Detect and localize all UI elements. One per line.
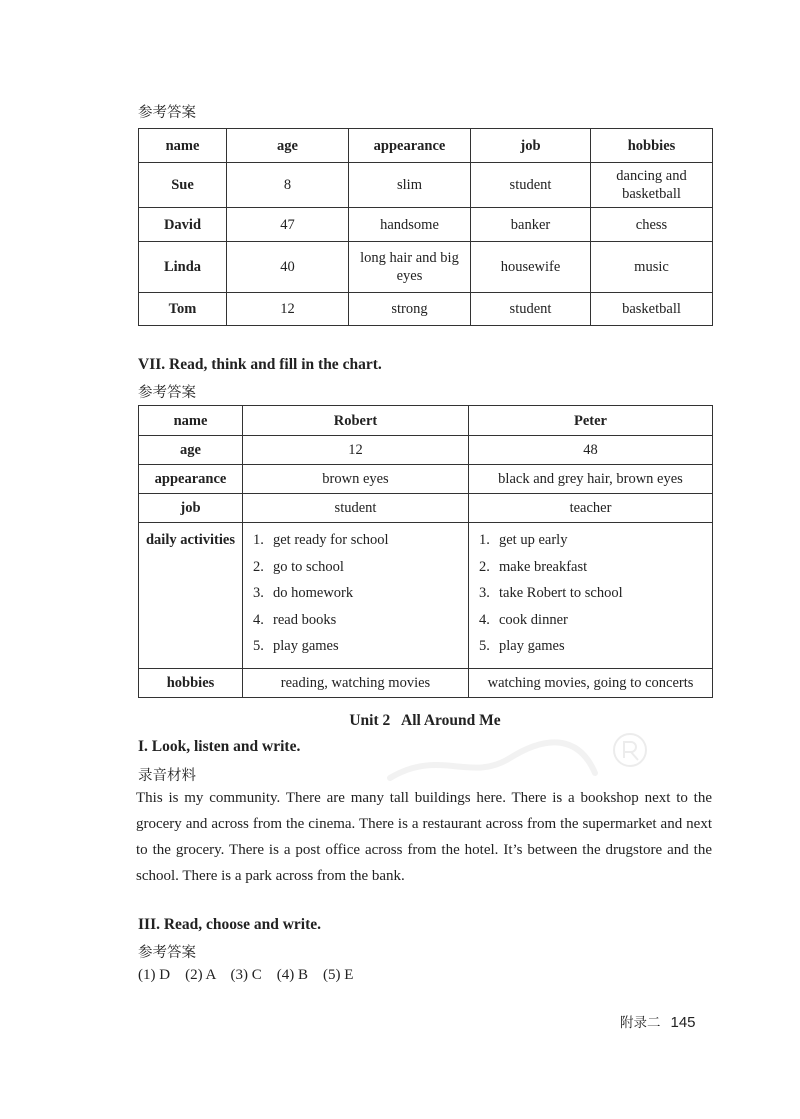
- table1-cell: strong: [349, 293, 471, 326]
- robert-activities: [243, 523, 469, 669]
- unit-title: Unit 2 All Around Me: [349, 712, 501, 729]
- answer-label-2: 参考答案: [138, 385, 196, 401]
- table2-cell: 12: [243, 436, 469, 465]
- table2-cell: brown eyes: [243, 465, 469, 494]
- table1-cell: 8: [227, 163, 349, 208]
- table-row: [139, 668, 713, 697]
- table1-cell: Linda: [139, 242, 227, 293]
- table2-cell: watching movies, going to concerts: [469, 668, 713, 697]
- table1-cell: chess: [591, 208, 713, 242]
- table2-cell: teacher: [469, 494, 713, 523]
- page-number: 145: [670, 1014, 696, 1031]
- list-item: 2. go to school: [253, 558, 344, 575]
- table-row: [139, 494, 713, 523]
- list-item: 1. get up early: [479, 532, 568, 548]
- table2-header-peter: Peter: [469, 406, 713, 436]
- list-item: 5. play games: [253, 638, 339, 654]
- answer-list: (1) D (2) A (3) C (4) B (5) E: [138, 967, 354, 983]
- table-row: [139, 208, 713, 242]
- table1-cell: Tom: [139, 293, 227, 326]
- table1-cell: David: [139, 208, 227, 242]
- table1-header-name: name: [139, 129, 227, 163]
- table1-header-row: [139, 129, 713, 163]
- table2-cell: black and grey hair, brown eyes: [469, 465, 713, 494]
- peter-activities: [469, 523, 713, 669]
- row-label: hobbies: [139, 668, 243, 697]
- table2-cell: reading, watching movies: [243, 668, 469, 697]
- table1-cell: 12: [227, 293, 349, 326]
- table1-cell: student: [471, 293, 591, 326]
- table2-header-row: [139, 406, 713, 436]
- table1-cell: student: [471, 163, 591, 208]
- table1-cell: housewife: [471, 242, 591, 293]
- recording-label: 录音材料: [138, 768, 196, 784]
- list-item: 3. take Robert to school: [479, 585, 623, 601]
- table1-header-age: age: [227, 129, 349, 163]
- table1-cell: 47: [227, 208, 349, 242]
- table1-cell: music: [591, 242, 713, 293]
- list-item: 5. play games: [479, 638, 565, 654]
- row-label: job: [139, 494, 243, 523]
- answer-label-1: 参考答案: [138, 105, 196, 121]
- section-i-heading: I. Look, listen and write.: [138, 738, 301, 755]
- appendix-label: 附录二: [620, 1015, 661, 1031]
- list-item: 2. make breakfast: [479, 558, 588, 575]
- table1-cell: handsome: [349, 208, 471, 242]
- table1-header-job: job: [471, 129, 591, 163]
- table2-cell: 48: [469, 436, 713, 465]
- list-item: 1. get ready for school: [253, 532, 389, 548]
- answer-label-3: 参考答案: [138, 945, 196, 961]
- table1-cell: dancing and basketball: [591, 163, 713, 208]
- row-label: daily activities: [139, 523, 243, 669]
- table1-cell: slim: [349, 163, 471, 208]
- table1-cell: 40: [227, 242, 349, 293]
- table-row: [139, 293, 713, 326]
- table2-header-name: name: [139, 406, 243, 436]
- list-item: 3. do homework: [253, 585, 354, 601]
- table1-cell: banker: [471, 208, 591, 242]
- row-label: appearance: [139, 465, 243, 494]
- section-iii-heading: III. Read, choose and write.: [138, 916, 321, 933]
- table1-cell: long hair and big eyes: [349, 242, 471, 293]
- comparison-table: [138, 405, 713, 698]
- page-footer: [620, 1011, 696, 1032]
- table-row: [139, 523, 713, 669]
- table1-cell: basketball: [591, 293, 713, 326]
- section-vii-heading: VII. Read, think and fill in the chart.: [138, 356, 382, 373]
- table2-header-robert: Robert: [243, 406, 469, 436]
- table1-header-appearance: appearance: [349, 129, 471, 163]
- table-row: [139, 465, 713, 494]
- table1-header-hobbies: hobbies: [591, 129, 713, 163]
- table2-cell: student: [243, 494, 469, 523]
- listening-passage: This is my community. There are many tall buildings here. There is a bookshop next to the grocery and across from the cinema. There is a restaurant across from the supermarket and next to the grocery. There is a post office across from the hotel. It’s between the drugstore and the school. There is a park across from the bank.: [136, 790, 712, 884]
- table1-cell: Sue: [139, 163, 227, 208]
- row-label: age: [139, 436, 243, 465]
- character-table: [138, 128, 713, 326]
- table-row: [139, 242, 713, 293]
- table-row: [139, 436, 713, 465]
- table-row: [139, 163, 713, 208]
- list-item: 4. cook dinner: [479, 611, 568, 628]
- list-item: 4. read books: [253, 611, 337, 628]
- watermark-logo: [380, 728, 660, 788]
